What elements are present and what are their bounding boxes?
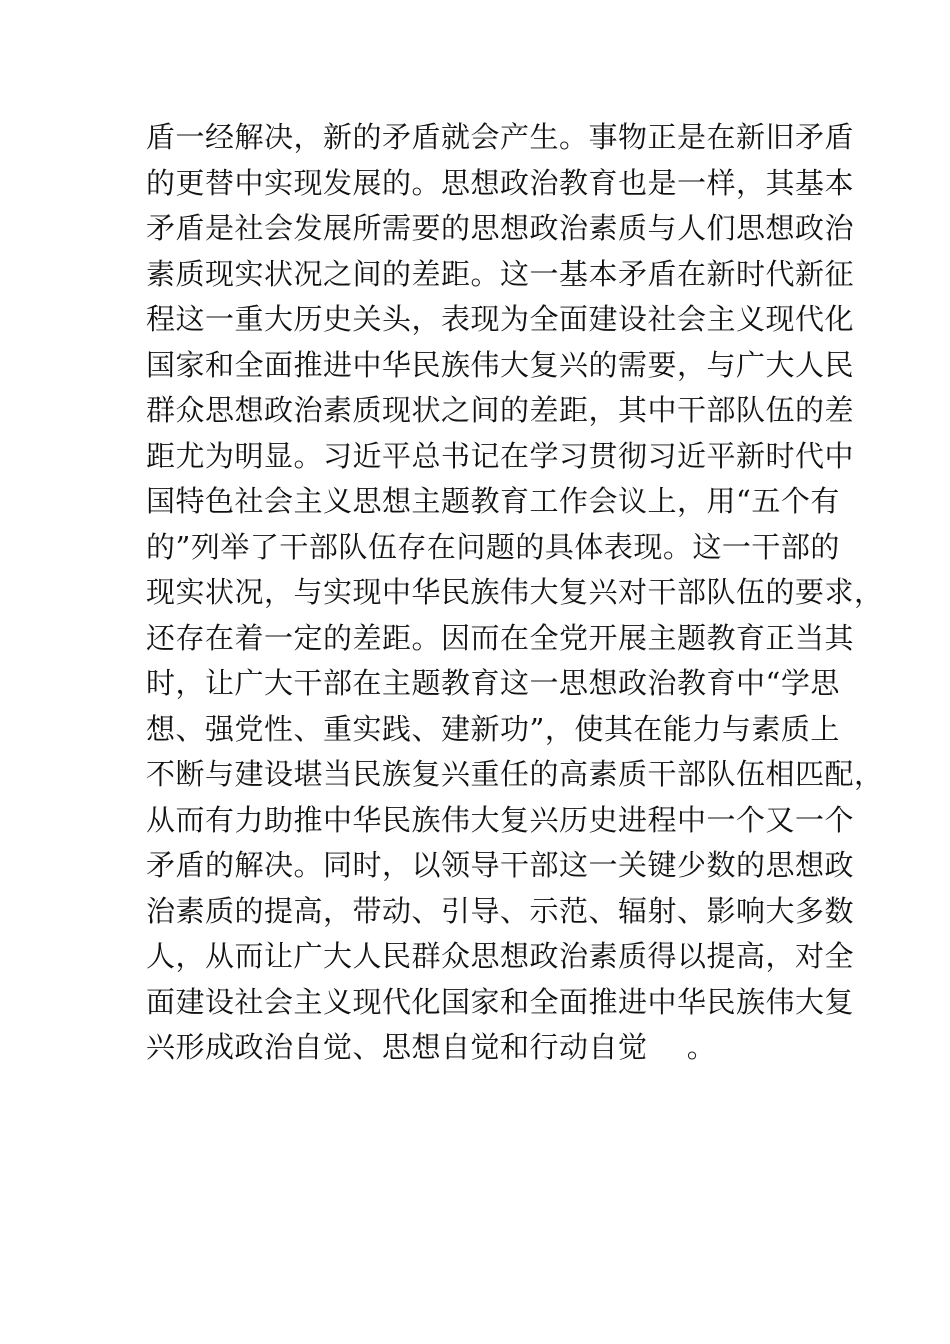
text-line: 现实状况，与实现中华民族伟大复兴对干部队伍的要求， [146, 575, 884, 609]
text-line: 的”列举了干部队伍存在问题的具体表现。这一干部的 [146, 529, 840, 564]
text-line: 盾一经解决，新的矛盾就会产生。事物正是在新旧矛盾 [146, 120, 855, 154]
text-line: 的更替中实现发展的。思想政治教育也是一样，其基本 [146, 165, 855, 200]
text-line: 从而有力助推中华民族伟大复兴历史进程中一个又一个 [146, 802, 855, 837]
text-line: 素质现实状况之间的差距。这一基本矛盾在新时代新征 [146, 256, 855, 291]
text-line: 矛盾的解决。同时，以领导干部这一关键少数的思想政 [146, 848, 855, 882]
text-line: 想、强党性、重实践、建新功”，使其在能力与素质上 [146, 711, 840, 746]
text-line: 面建设社会主义现代化国家和全面推进中华民族伟大复 [146, 984, 855, 1019]
text-line: 人，从而让广大人民群众思想政治素质得以提高，对全 [146, 939, 855, 973]
text-line: 兴形成政治自觉、思想自觉和行动自觉 。 [146, 1030, 717, 1064]
text-line: 国特色社会主义思想主题教育工作会议上，用“五个有 [146, 484, 840, 518]
body-paragraph [146, 115, 884, 1071]
text-line: 群众思想政治素质现状之间的差距，其中干部队伍的差 [146, 393, 855, 427]
text-line: 距尤为明显。习近平总书记在学习贯彻习近平新时代中 [146, 438, 855, 473]
text-line: 不断与建设堪当民族复兴重任的高素质干部队伍相匹配， [146, 757, 884, 791]
text-line: 时，让广大干部在主题教育这一思想政治教育中“学思 [146, 666, 840, 700]
text-line: 还存在着一定的差距。因而在全党开展主题教育正当其 [146, 620, 855, 655]
text-line: 程这一重大历史关头，表现为全面建设社会主义现代化 [146, 302, 855, 336]
text-line: 国家和全面推进中华民族伟大复兴的需要，与广大人民 [146, 347, 855, 382]
text-line: 治素质的提高，带动、引导、示范、辐射、影响大多数 [146, 893, 855, 928]
text-line: 矛盾是社会发展所需要的思想政治素质与人们思想政治 [146, 211, 855, 245]
